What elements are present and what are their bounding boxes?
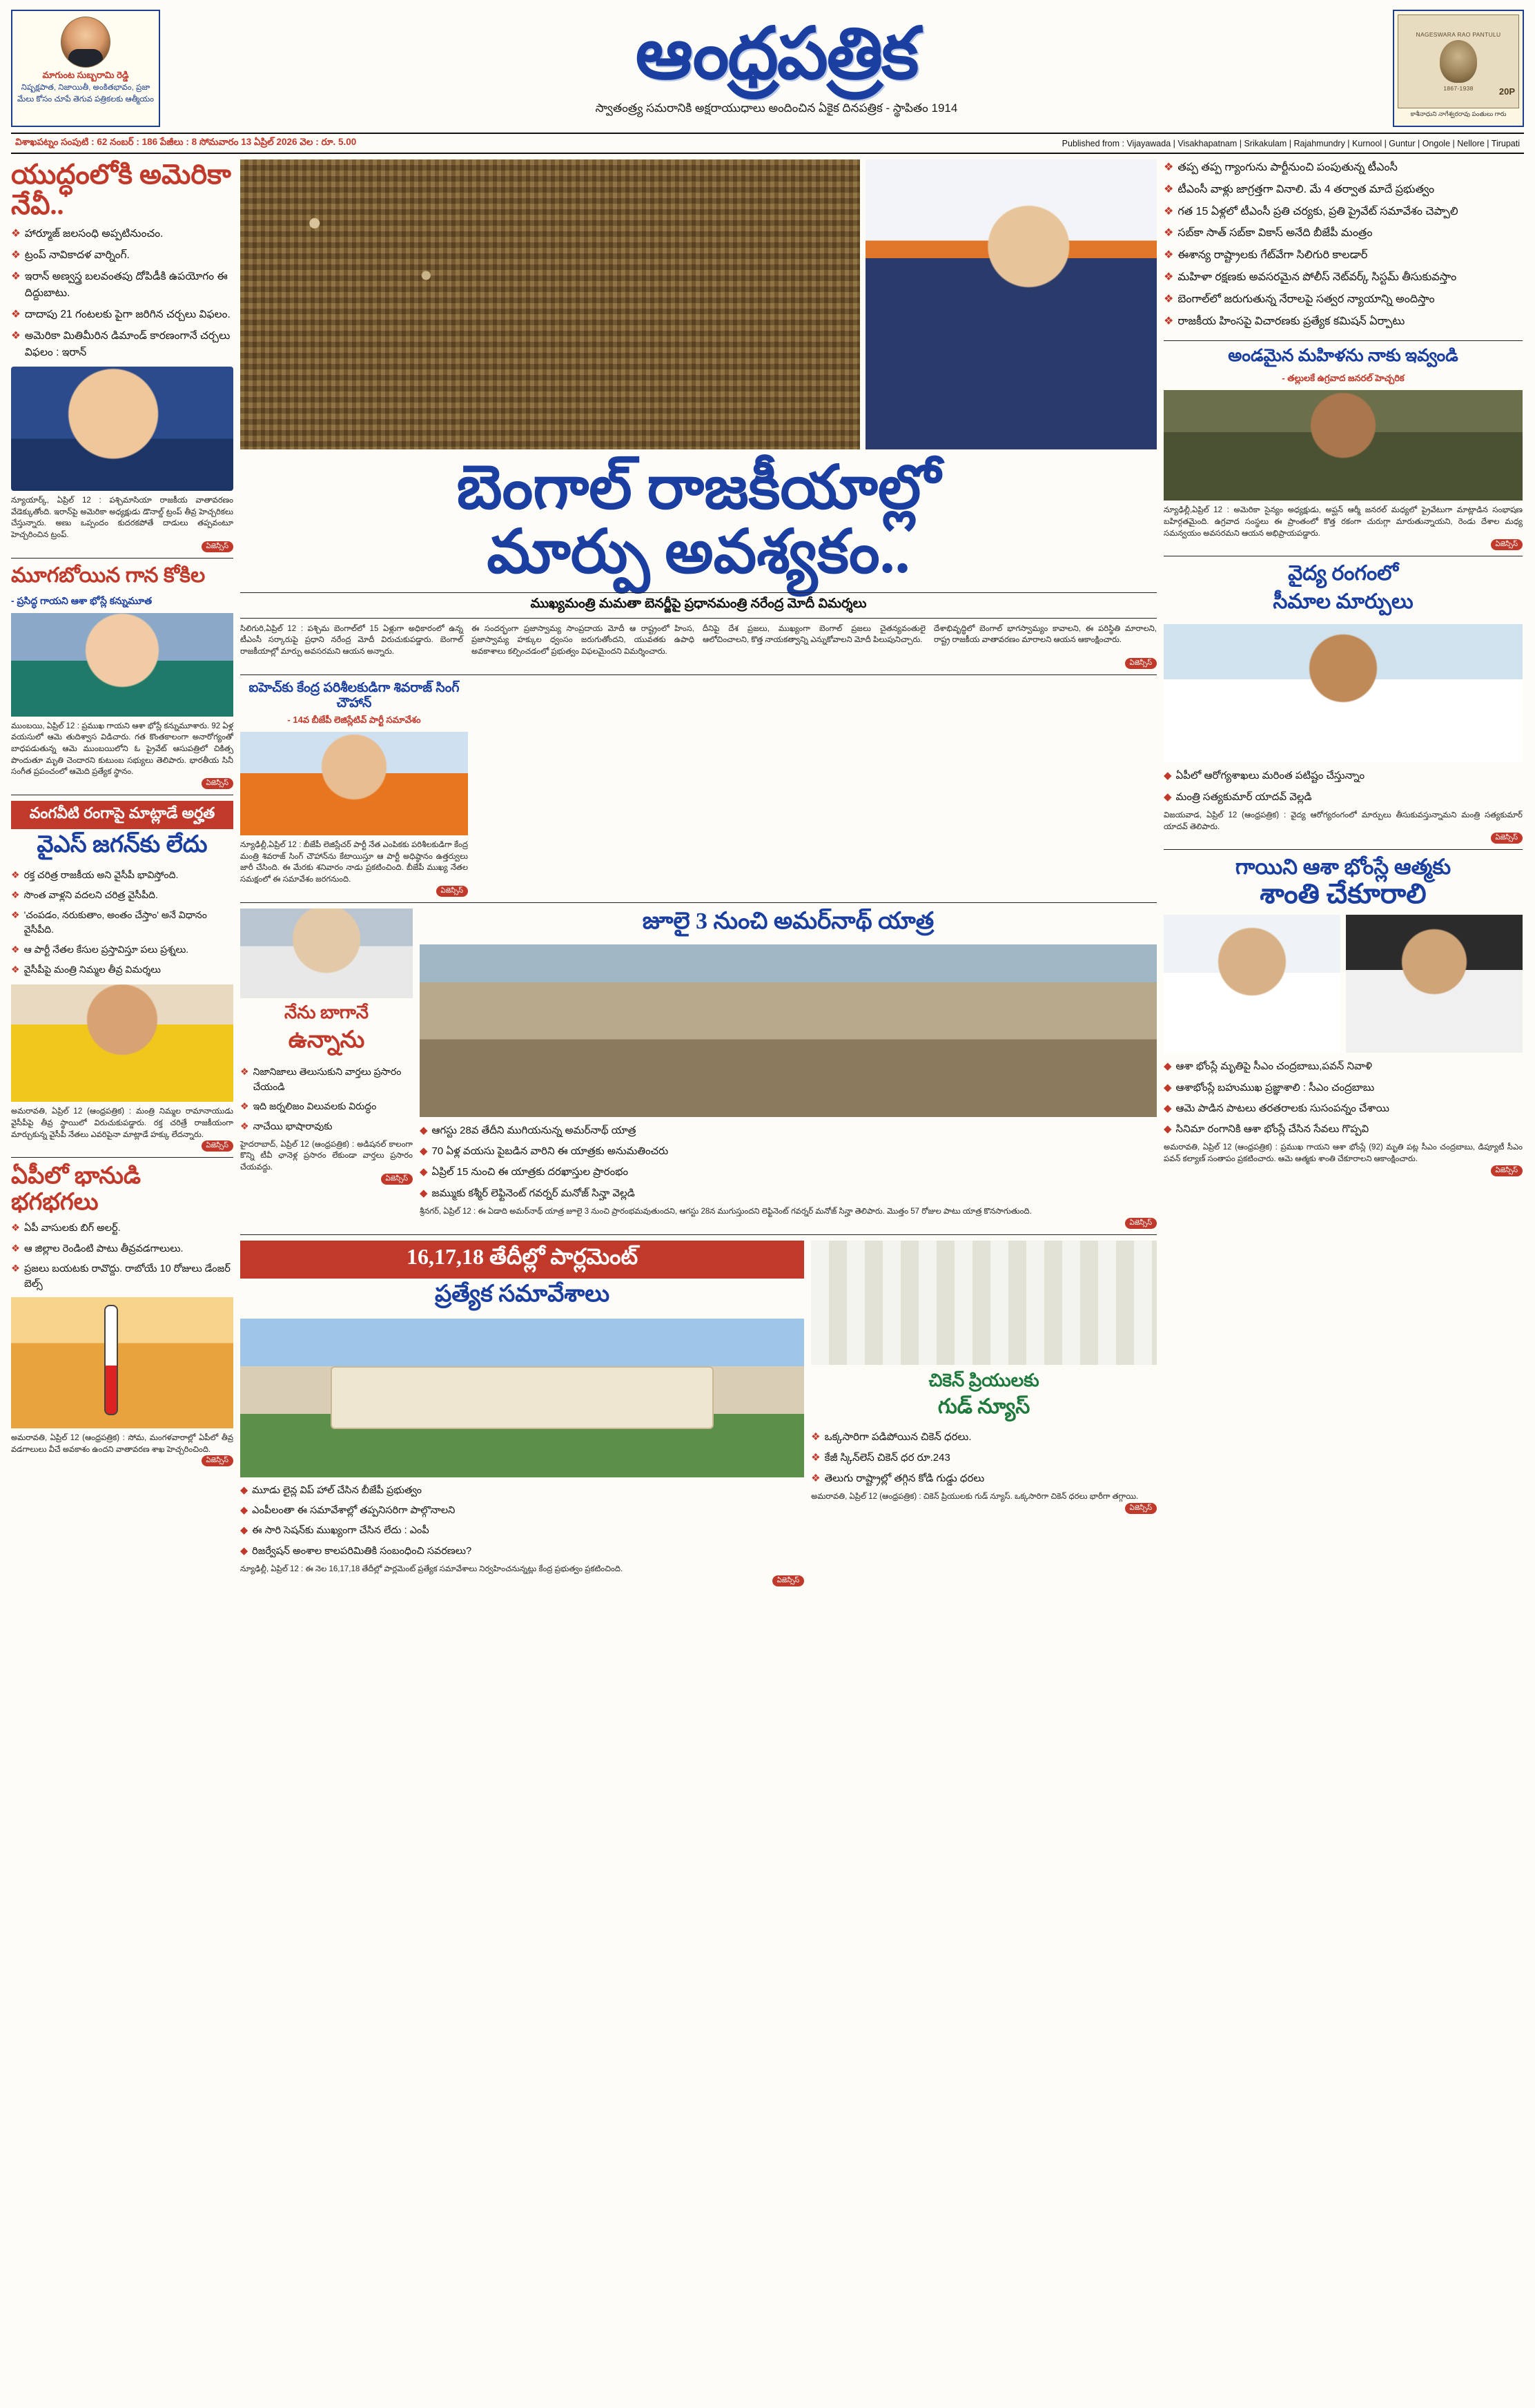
bullet-text: గత 15 ఏళ్లలో టీఎంసీ ప్రతి చర్యకు, ప్రతి ప్రైవేట్‌ సమావేశం చెప్పాలి xyxy=(1177,205,1458,217)
story-medical-changes xyxy=(1164,562,1523,844)
bullet-icon: ◆ xyxy=(240,1545,248,1557)
bullet-text: రక్త చరిత్ర రాజకీయ అని వైసీపీ భావిస్తోంది. xyxy=(23,869,179,881)
bullet-icon: ◆ xyxy=(240,1525,248,1537)
masthead xyxy=(11,10,1524,127)
bullet-icon: ❖ xyxy=(1164,227,1174,240)
bullet-icon: ❖ xyxy=(1164,293,1174,305)
story-amarnath xyxy=(420,909,1157,1229)
story-parliament-body: న్యూఢిల్లీ, ఏప్రిల్‌ 12 : ఈ నెల 16,17,18 తేదీల్లో పార్లమెంట్‌ ప్రత్యేక సమావేశాలు నిర్వహించనున్నట్లు కేంద్ర ప్రభుత్వం ప్రకటించింది. xyxy=(240,1565,623,1574)
story-chicken-headline-2: గుడ్‌ న్యూస్‌ xyxy=(937,1395,1030,1418)
bullet-icon: ❖ xyxy=(1164,315,1174,327)
story-vangaveeti-kicker: వంగవీటి రంగాపై మాట్లాడే అర్హత xyxy=(11,801,233,829)
bullet-text: ఈ సారి సెషన్‌కు ముఖ్యంగా చేసిన లేదు : ఎంపీ xyxy=(252,1525,429,1537)
bullet-icon: ❖ xyxy=(11,1223,20,1234)
divider xyxy=(1164,340,1523,341)
story-vangaveeti xyxy=(11,801,233,1152)
lead-headline-1: బెంగాల్‌ రాజకీయాల్లో xyxy=(456,455,941,522)
editor-portrait xyxy=(61,17,110,68)
story-ihc xyxy=(240,681,468,897)
bullet-icon: ❖ xyxy=(1164,249,1174,262)
bullet-icon: ❖ xyxy=(811,1430,821,1443)
stamp-years: 1867-1938 xyxy=(1443,85,1474,92)
bullet-text: బెంగాల్‌లో జరుగుతున్న నేరాలపై సత్వర న్యాయాన్ని అందిస్తాం xyxy=(1177,293,1435,305)
bullet-icon: ❖ xyxy=(11,869,20,881)
bullet-icon: ❖ xyxy=(11,271,21,283)
bullet-icon: ❖ xyxy=(11,1243,20,1254)
bullet-text: 70 ఏళ్ల వయసు పైబడిన వారిని ఈ యాత్రకు అనుమతించరు xyxy=(431,1145,669,1158)
published-from: Published from : Vijayawada | Visakhapatnam | Srikakulam | Rajahmundry | Kurnool | Guntur | Ongole | Nellore | Tirupati xyxy=(1062,138,1520,148)
bullet-icon: ❖ xyxy=(1164,205,1174,217)
condolence-photos xyxy=(1164,915,1523,1053)
lead-body-col-1: సిలిగురి,ఏప్రిల్‌ 12 : పశ్చిమ బెంగాల్‌లో 15 ఏళ్లుగా అధికారంలో ఉన్న టీఎంసీ సర్కారుపై ప్రధాని నరేంద్ర మోదీ విరుచుకుపడ్డారు. బెంగాల్‌ రాజకీయాల్లో మార్పు అవసరమని ఆయన అన్నారు. xyxy=(240,624,463,656)
lead-body xyxy=(240,623,1157,658)
bullet-icon: ❖ xyxy=(11,963,20,975)
bullet-icon: ❖ xyxy=(11,330,21,342)
story-us-navy-bullets xyxy=(11,226,233,361)
lead-body-col-2: ఈ సందర్భంగా ప్రజాస్వామ్య సాంప్రదాయ మోదీ ఆ రాష్ట్రంలో హింస, ప్రజాస్వామ్య హక్కుల ధ్వంసం జరుగుతోందని, యువతకు ఉపాధి అవకాశాలు కల్పించడంలో ప్రభుత్వం విఫలమైందని విమర్శించారు. xyxy=(471,624,694,656)
bullet-icon: ◆ xyxy=(240,1484,248,1496)
bullet-text: ఇరాన్ అణ్వస్త్ర బలవంతపు దోపిడీకి ఉపయోగం ఈ దిద్దుబాటు. xyxy=(24,271,228,300)
bullet-text: కేజీ స్కిన్‌లెస్‌ చికెన్‌ ధర రూ.243 xyxy=(824,1451,950,1464)
bullet-text: సబ్‌కా సాత్‌ సబ్‌కా వికాస్‌ అనేది బీజేపీ మంత్రం xyxy=(1177,227,1373,240)
info-bar xyxy=(11,133,1524,154)
agency-tag: ఏజెన్సీస్ xyxy=(381,1174,413,1185)
bullet-icon: ◆ xyxy=(1164,1123,1172,1136)
lead-photos xyxy=(240,159,1157,449)
rally-crowd-photo xyxy=(240,159,860,449)
bullet-text: సినిమా రంగానికి ఆశా భోంస్లే చేసిన సేవలు గొప్పవి xyxy=(1175,1123,1369,1136)
divider xyxy=(11,1157,233,1158)
bullet-icon: ◆ xyxy=(1164,770,1172,782)
bullet-text: అమెరికా మితిమీరిన డిమాండ్‌ కారణంగానే చర్చలు విఫలం : ఇరాన్ xyxy=(24,330,231,359)
bullet-text: వైసీపీపై మంత్రి నిమ్మల తీవ్ర విమర్శలు xyxy=(23,963,162,975)
bullet-text: దాదాపు 21 గంటలకు పైగా జరిగిన చర్చలు విఫలం. xyxy=(24,309,231,321)
story-asha-condolence-headline-1: గాయిని ఆశా భోంస్లే ఆత్మకు xyxy=(1235,855,1451,880)
paper-title: ఆంధ్రపత్రిక xyxy=(635,14,918,94)
oldman-photo xyxy=(240,909,413,998)
parliament-photo xyxy=(240,1319,804,1477)
agency-tag: ఏజెన్సీస్ xyxy=(1125,1503,1157,1514)
bullet-icon: ◆ xyxy=(1164,1060,1172,1073)
bullet-icon: ❖ xyxy=(11,228,21,240)
bullet-text: ఏప్రిల్‌ 15 నుంచి ఈ యాత్రకు దరఖాస్తుల ప్రారంభం xyxy=(431,1166,629,1178)
story-asha-death-sub: - ప్రసిద్ధ గాయని ఆశా భోస్లే కన్నుమూత xyxy=(11,594,153,606)
story-us-navy xyxy=(11,159,233,552)
agency-tag: ఏజెన్సీస్ xyxy=(772,1575,804,1586)
story-i-am-fine-bullets xyxy=(240,1065,413,1134)
amarnath-yatra-photo xyxy=(420,944,1157,1117)
bullet-text: ఆగస్టు 28వ తేదీని ముగియనున్న అమర్‌నాథ్‌ యాత్ర xyxy=(431,1124,636,1136)
agency-tag: ఏజెన్సీస్ xyxy=(436,886,468,897)
bullet-text: ప్రజలు బయటకు రావొద్దు. రాబోయే 10 రోజులు డేంజర్‌ బెల్స్‌ xyxy=(24,1263,231,1290)
bullet-text: ఆశాభోంస్లే బహుముఖ ప్రజ్ఞాశాలి : సీఎం చంద్రబాబు xyxy=(1175,1081,1375,1094)
bullet-icon: ❖ xyxy=(1164,271,1174,283)
issue-info: విశాఖపట్నం సంపుటి : 62 నంబర్ : 186 పేజీలు : 8 సోమవారం 13 ఏప్రిల్ 2026 వెల : రూ. 5.00 xyxy=(15,137,357,147)
bullet-icon: ◆ xyxy=(420,1124,428,1136)
divider xyxy=(240,902,1157,903)
chandrababu-photo xyxy=(1164,915,1340,1053)
story-general-warning xyxy=(1164,347,1523,550)
bullet-icon: ◆ xyxy=(420,1166,428,1178)
story-us-navy-headline: యుద్ధంలోకి అమెరికా నేవీ.. xyxy=(11,159,231,220)
bullet-icon: ❖ xyxy=(240,1065,249,1077)
bullet-icon: ◆ xyxy=(420,1187,428,1199)
story-heatwave xyxy=(11,1163,233,1466)
story-i-am-fine xyxy=(240,909,413,1229)
story-ihc-sub: - 14వ బీజేపీ లెజిస్లేటివ్‌ పార్టీ సమావేశం xyxy=(287,715,421,726)
bullet-icon: ❖ xyxy=(11,309,21,321)
bullet-icon: ◆ xyxy=(1164,1081,1172,1094)
divider xyxy=(1164,849,1523,850)
bullet-icon: ❖ xyxy=(1164,183,1174,195)
story-i-am-fine-headline-1: నేను బాగానే xyxy=(284,1002,369,1022)
story-amarnath-headline: జూలై 3 నుంచి అమర్‌నాథ్‌ యాత్ర xyxy=(642,908,935,934)
agency-tag: ఏజెన్సీస్ xyxy=(1491,833,1523,844)
left-column xyxy=(11,159,233,1586)
agency-tag: ఏజెన్సీస్ xyxy=(202,778,233,789)
trump-photo xyxy=(11,367,233,491)
lead-body-col-4: దేశాభివృద్ధిలో బెంగాల్‌ భాగస్వామ్యం కావాలని, ఈ పరిస్థితి మారాలని, రాష్ట్ర రాజకీయ వాతావరణం మారాలని ఆయన ఆకాంక్షించారు. xyxy=(934,624,1157,645)
bullet-icon: ❖ xyxy=(240,1100,249,1112)
center-row-4 xyxy=(240,1241,1157,1587)
story-heatwave-headline-2: భగభగలు xyxy=(11,1189,99,1215)
army-general-photo xyxy=(1164,390,1523,501)
bullet-text: తప్ప తప్ప గ్యాంగును పార్టీనుంచి పంపుతున్న టీఎంసీ xyxy=(1177,162,1398,173)
agency-tag: ఏజెన్సీస్ xyxy=(202,541,233,552)
modi-quote-bullets xyxy=(1164,159,1523,335)
stamp-value: 20P xyxy=(1498,86,1515,97)
agency-tag: ఏజెన్సీస్ xyxy=(202,1455,233,1466)
bullet-text: ట్రంప్ నావికాదళ వార్నింగ్. xyxy=(24,249,130,262)
masthead-center xyxy=(168,14,1385,118)
story-vangaveeti-body: అమరావతి, ఏప్రిల్‌ 12 (ఆంధ్రపత్రిక) : మంత్రి నిమ్మల రామానాయుడు వైసీపీపై తీవ్ర స్థాయిలో విరుచుకుపడ్డారు. రక్త చరిత్రే రాజకీయంగా మార్చుకున్న వైసీపీ నేతలు ఎవరిపైనా మాట్లాడే హక్కు లేదన్నారు. xyxy=(11,1107,233,1139)
story-chicken xyxy=(811,1241,1157,1587)
minister-photo xyxy=(11,984,233,1102)
agency-tag: ఏజెన్సీస్ xyxy=(1125,658,1157,669)
divider xyxy=(240,674,1157,675)
center-row-3 xyxy=(240,909,1157,1229)
bullet-text: మంత్రి సత్యకుమార్‌ యాదవ్‌ వెల్లడి xyxy=(1175,790,1312,803)
editor-box xyxy=(11,10,160,127)
bullet-icon: ❖ xyxy=(11,889,20,900)
bullet-icon: ❖ xyxy=(11,909,20,920)
bullet-text: నాచేయి భాషారావుకు xyxy=(253,1120,333,1132)
bullet-icon: ◆ xyxy=(1164,1102,1172,1114)
bullet-text: ఏపీలో ఆరోగ్యశాఖలు మరింత పటిష్టం చేస్తున్నాం xyxy=(1175,770,1365,782)
center-column xyxy=(240,159,1157,1586)
story-chicken-headline-1: చికెన్‌ ప్రియులకు xyxy=(928,1370,1039,1390)
bullet-text: ఏపీ వాసులకు బిగ్‌ అలర్ట్‌. xyxy=(24,1223,121,1234)
pawan-kalyan-photo xyxy=(1346,915,1523,1053)
bullet-text: మూడు లైన్ల విప్‌ హాల్‌ చేసిన బీజేపీ ప్రభుత్వం xyxy=(252,1484,422,1496)
story-parliament xyxy=(240,1241,804,1587)
story-parliament-headline-2: ప్రత్యేక సమావేశాలు xyxy=(435,1281,610,1307)
bullet-text: టీఎంసీ వాళ్లు జాగ్రత్తగా వినాలి. మే 4 తర్వాత మాదే ప్రభుత్వం xyxy=(1177,183,1435,195)
bullet-icon: ◆ xyxy=(1164,790,1172,803)
modi-photo xyxy=(866,159,1157,449)
divider xyxy=(240,1234,1157,1235)
thermometer-photo xyxy=(11,1297,233,1428)
bullet-icon: ❖ xyxy=(811,1451,821,1464)
story-medical-body: విజయవాడ, ఏప్రిల్‌ 12 (ఆంధ్రపత్రిక) : వైద్య ఆరోగ్యరంగంలో మార్పులు తీసుకువస్తున్నామని మంత్రి సత్యకుమార్‌ యాదవ్‌ తెలిపారు. xyxy=(1164,810,1523,831)
bullet-icon: ❖ xyxy=(11,249,21,262)
story-us-navy-body: న్యూయార్క్‌, ఏప్రిల్‌ 12 : పశ్చిమాసియా రాజకీయ వాతావరణం వేడెక్కుతోంది. ఇరాన్‌పై అమెరికా అధ్యక్షుడు డొనాల్డ్‌ ట్రంప్‌ తీవ్ర హెచ్చరికలు చేస్తున్నారు. అణు ఒప్పందం కుదరకపోతే దాడులు తప్పవంటూ హెచ్చరించిన ట్రంప్‌. xyxy=(11,496,233,540)
paper-tagline: స్వాతంత్ర్య సమరానికి అక్షరాయుధాలు అందించిన ఏకైక దినపత్రిక - స్థాపితం 1914 xyxy=(595,101,958,115)
story-ihc-body: న్యూఢిల్లీ,ఏప్రిల్‌ 12 : బీజేపీ లెజిస్లేచర్‌ పార్టీ నేత ఎంపికకు పరిశీలకుడిగా కేంద్ర మంత్రి శివరాజ్‌ సింగ్‌ చౌహాన్‌ను కేటాయిస్తూ ఆ పార్టీ అధిష్ఠానం ఉత్తర్వులు జారీ చేసింది. ఈ మేరకు శనివారం నాడు ప్రకటించింది. బీజేపీ ముఖ్య నేతల సమక్షంలో ఈ సమావేశం జరగనుంది. xyxy=(240,841,468,884)
story-vangaveeti-bullets xyxy=(11,868,233,982)
bullet-text: 'చంపడం, నరుకుతాం, అంతం చేస్తాం' అనే విధానం వైసీపీది. xyxy=(23,909,207,935)
story-general-warning-headline: అండమైన మహిళను నాకు ఇవ్వండి xyxy=(1228,347,1458,366)
stamp-portrait-icon xyxy=(1440,40,1477,83)
editor-quote: నిష్పక్షపాత, నిజాయితీ, అంకితభావం, ప్రజా మేలు కోసం చూపే తెగువ పత్రికలకు ఆత్మీయం xyxy=(17,84,155,104)
bullet-text: ఆమె పాడిన పాటలు తరతరాలకు సుసంపన్నం చేశాయి xyxy=(1175,1102,1389,1114)
story-amarnath-bullets xyxy=(420,1123,1157,1201)
story-asha-condolence-headline-2: శాంతి చేకూరాలి xyxy=(1260,878,1427,910)
bullet-icon: ❖ xyxy=(11,1263,20,1275)
story-i-am-fine-headline-2: ఉన్నాను xyxy=(288,1027,365,1053)
story-ihc-headline: ఐహెచ్‌కు కేంద్ర పరిశీలకుడిగా శివరాజ్‌ సింగ్‌ చౌహాన్‌ xyxy=(248,680,460,711)
story-chicken-bullets xyxy=(811,1429,1157,1487)
story-vangaveeti-headline: వైఎస్‌ జగన్‌కు లేదు xyxy=(37,832,208,858)
agency-tag: ఏజెన్సీస్ xyxy=(202,1140,233,1152)
bullet-text: నిజానిజాలు తెలుసుకుని వార్తలు ప్రసారం చేయండి xyxy=(253,1065,402,1092)
lead-kicker: ముఖ్యమంత్రి మమతా బెనర్జీపై ప్రధానమంత్రి నరేంద్ర మోదీ విమర్శలు xyxy=(240,592,1157,619)
bullet-text: మహిళా రక్షణకు అవసరమైన పోలీస్‌ నెట్‌వర్క్‌ సిస్టమ్‌ తీసుకువస్తాం xyxy=(1177,271,1457,283)
bullet-icon: ◆ xyxy=(420,1145,428,1158)
bullet-text: ఆ పార్టీ నేతల కేసుల ప్రస్తావిస్తూ పలు ప్రశ్నలు. xyxy=(23,943,189,955)
story-asha-condolence-bullets xyxy=(1164,1058,1523,1137)
bullet-text: ఒక్కసారిగా పడిపోయిన చికెన్‌ ధరలు. xyxy=(824,1430,972,1443)
stamp-box xyxy=(1393,10,1524,127)
agency-tag: ఏజెన్సీస్ xyxy=(1125,1218,1157,1229)
main-grid xyxy=(11,159,1524,1586)
story-heatwave-headline-1: ఏపీలో భానుడి xyxy=(11,1163,141,1190)
bullet-text: రాజకీయ హింసపై విచారణకు ప్రత్యేక కమిషన్‌ ఏర్పాటు xyxy=(1177,315,1405,327)
story-asha-death-headline: మూగబోయిన గాన కోకిల xyxy=(11,563,206,587)
story-i-am-fine-body: హైదరాబాద్‌, ఏప్రిల్‌ 12 (ఆంధ్రపత్రిక) : అడిషనల్‌ కాలంగా కొన్ని టీవీ ఛానెళ్ల ప్రసారం లేకుండా వార్తలు ప్రసారం చేయవద్దు. xyxy=(240,1140,413,1172)
story-asha-death-body: ముంబయి, ఏప్రిల్‌ 12 : ప్రముఖ గాయని ఆశా భోస్లే కన్నుమూశారు. 92 ఏళ్ల వయసులో ఆమె తుదిశ్వాస విడిచారు. గత కొంతకాలంగా అనారోగ్యంతో బాధపడుతున్న ఆమె ముంబయిలోని ఓ ప్రైవేట్‌ ఆసుపత్రిలో చికిత్స పొందుతూ మృతి చెందారని కుటుంబ సభ్యులు తెలిపారు. భారతీయ సినీ సంగీత ప్రపంచంలో ఆమెది ప్రత్యేక స్థానం. xyxy=(11,721,233,777)
bullet-icon: ❖ xyxy=(811,1473,821,1484)
story-amarnath-body: శ్రీనగర్‌, ఏప్రిల్‌ 12 : ఈ ఏడాది అమర్‌నాథ్‌ యాత్ర జూలై 3 నుంచి ప్రారంభమవుతుందని, ఆగస్టు 28న ముగుస్తుందని లెఫ్టినెంట్‌ గవర్నర్‌ మనోజ్‌ సిన్హా తెలిపారు. మొత్తం 57 రోజుల పాటు యాత్ర కొనసాగుతుంది. xyxy=(420,1207,1032,1216)
story-general-warning-sub: - తల్లులకే ఉగ్రవాద జనరల్‌ హెచ్చరిక xyxy=(1282,373,1405,384)
bullet-text: సొంత వాళ్లని వదలని చరిత్ర వైసీపీది. xyxy=(23,889,158,900)
story-asha-condolence-body: అమరావతి, ఏప్రిల్‌ 12 (ఆంధ్రపత్రిక) : ప్రముఖ గాయని ఆశా భోంస్లే (92) మృతి పట్ల సీఎం చంద్రబాబు, డిప్యూటీ సీఎం పవన్‌ కల్యాణ్‌ సంతాపం ప్రకటించారు. ఆమె ఆత్మకు శాంతి చేకూరాలని ఆకాంక్షించారు. xyxy=(1164,1143,1523,1163)
bullet-text: తెలుగు రాష్ట్రాల్లో తగ్గిన కోడి గుడ్డు ధరలు xyxy=(824,1473,985,1484)
story-parliament-bullets xyxy=(240,1483,804,1560)
agency-tag: ఏజెన్సీస్ xyxy=(1491,539,1523,550)
postage-stamp xyxy=(1398,14,1519,108)
minister-health-photo xyxy=(1164,624,1523,762)
agency-tag: ఏజెన్సీస్ xyxy=(1491,1165,1523,1176)
lead-body-col-3: దీనిపై దేశ ప్రజలు, ముఖ్యంగా బెంగాల్‌ ప్రజలు చైతన్యవంతులై ఆలోచించాలని, కొత్త నాయకత్వాన్ని ఎన్నుకోవాలని మోదీ పిలుపునిచ్చారు. xyxy=(703,624,926,645)
bullet-text: రిజర్వేషన్‌ అంశాల కాలపరిమితికి సంబంధించి సవరణలు? xyxy=(252,1545,472,1557)
lead-headline-2: మార్పు అవశ్యకం.. xyxy=(487,519,910,587)
story-medical-headline-2: సీమాల మార్పులు xyxy=(1273,590,1414,614)
center-row-2 xyxy=(240,681,1157,897)
bullet-icon: ◆ xyxy=(240,1504,248,1516)
story-chicken-body: అమరావతి, ఏప్రిల్‌ 12 (ఆంధ్రపత్రిక) : చికెన్‌ ప్రియులకు గుడ్‌ న్యూస్‌. ఒక్కసారిగా చికెన్‌ ధరలు భారీగా తగ్గాయి. xyxy=(811,1493,1139,1502)
shivraj-photo xyxy=(240,732,468,835)
asha-photo xyxy=(11,613,233,717)
editor-name: మాగుంట సుబ్బరామి రెడ్డి xyxy=(42,70,129,80)
bullet-icon: ❖ xyxy=(240,1120,249,1132)
bullet-icon: ❖ xyxy=(1164,162,1174,173)
right-column xyxy=(1164,159,1523,1586)
bullet-text: హార్మూజ్ జలసంధి అప్పటినుంచం. xyxy=(24,228,164,240)
story-heatwave-body: అమరావతి, ఏప్రిల్‌ 12 (ఆంధ్రపత్రిక) : సోమ, మంగళవారాల్లో ఏపీలో తీవ్ర వడగాలులు వీచే అవకాశం ఉందని వాతావరణ శాఖ హెచ్చరించింది. xyxy=(11,1433,233,1454)
bullet-icon: ❖ xyxy=(11,943,20,955)
chicken-photo xyxy=(811,1241,1157,1365)
story-medical-headline-1: వైద్య రంగంలో xyxy=(1287,562,1399,585)
story-asha-death xyxy=(11,564,233,789)
divider xyxy=(11,558,233,559)
story-heatwave-bullets xyxy=(11,1221,233,1292)
story-medical-bullets xyxy=(1164,768,1523,805)
bullet-text: ఈశాన్య రాష్ట్రాలకు గేట్‌వేగా సిలిగురి కాలడార్‌ xyxy=(1177,249,1368,262)
bullet-text: ఇది జర్నలిజం విలువలకు విరుద్ధం xyxy=(253,1100,377,1112)
story-asha-condolence xyxy=(1164,855,1523,1176)
bullet-text: ఎంపీలంతా ఈ సమావేశాల్లో తప్పనిసరిగా పాల్గొనాలని xyxy=(252,1504,456,1516)
stamp-top-text: NAGESWARA RAO PANTULU xyxy=(1416,31,1501,38)
bullet-text: ఆ జిల్లాల రెండింటి పాటు తీవ్రవడగాలులు. xyxy=(24,1243,184,1254)
bullet-text: జమ్ముకు కశ్మీర్‌ లెఫ్టినెంట్‌ గవర్నర్‌ మనోజ్‌ సిన్హా వెల్లడి xyxy=(431,1187,635,1199)
story-general-warning-body: న్యూఢిల్లీ,ఏప్రిల్‌ 12 : అమెరికా సైన్యం అధ్యక్షుడు, అప్ఘ‌న్‌ ఆర్మీ జనరల్‌ మధ్యలో ప్రైవేటుగా మాట్లాడిన సంభాషణ బహిర్గతమైంది. ఉగ్రవాద సంస్థలు ఈ ప్రాంతంలో కొత్త రకంగా చురుగ్గా మారుతున్నాయని, రెండు దేశాల మధ్య సమన్వయం అవసరమని ఆయన అభిప్రాయపడ్డారు. xyxy=(1164,506,1523,538)
story-parliament-headline-1: 16,17,18 తేదీల్లో పార్లమెంట్‌ xyxy=(240,1241,804,1279)
bullet-text: ఆశా భోంస్లే మృతిపై సీఎం చంద్రబాబు,పవన్‌ నివాళి xyxy=(1175,1060,1372,1073)
stamp-caption: కాశీనాధుని నాగేశ్వరరావు పంతులు గారు xyxy=(1410,110,1507,117)
